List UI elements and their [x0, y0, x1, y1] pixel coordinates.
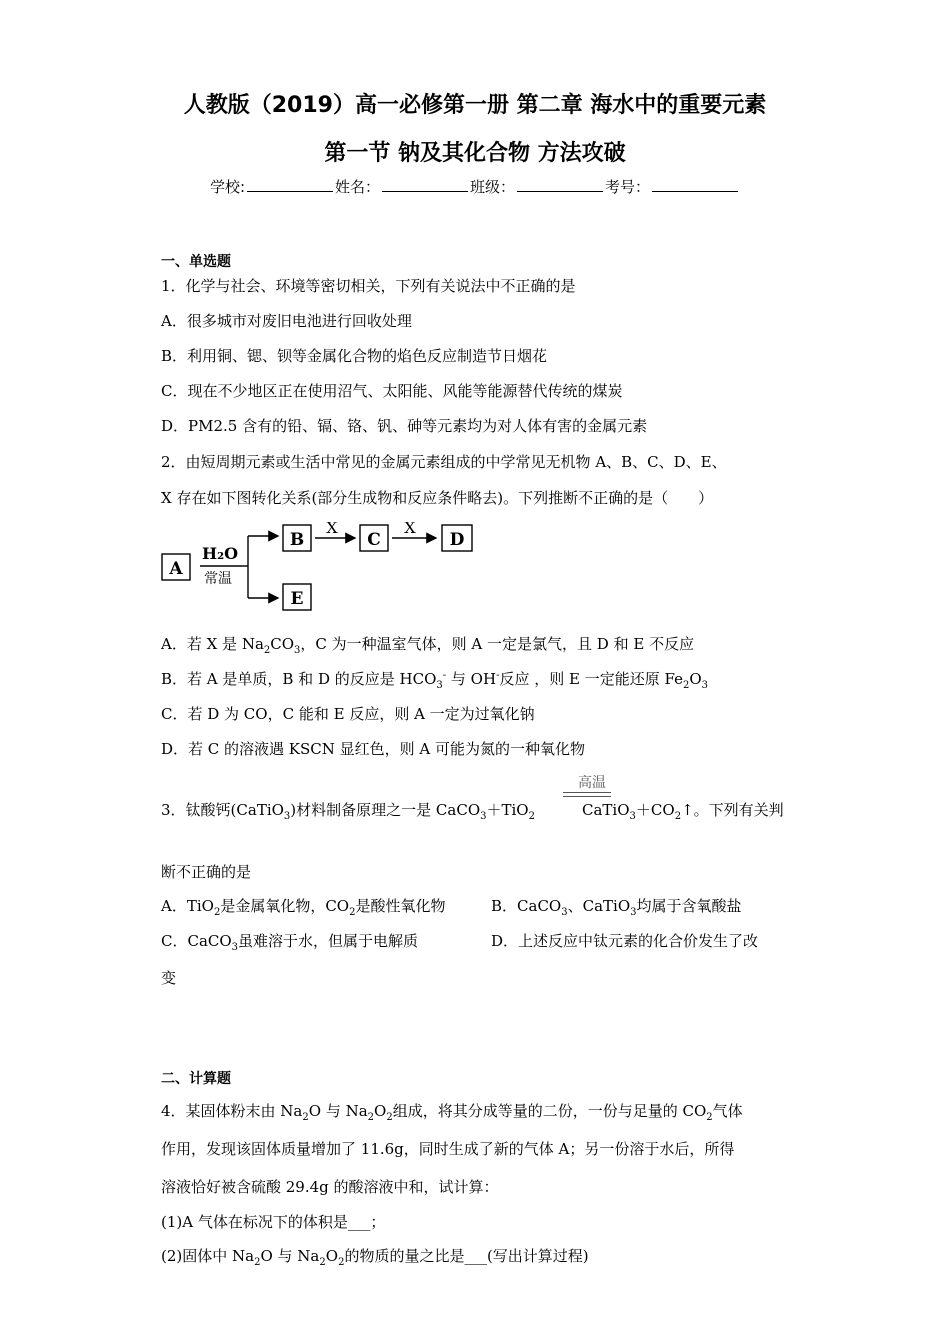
q3-equation-line-bottom — [563, 796, 611, 797]
school-blank[interactable] — [247, 177, 333, 192]
student-info-line — [0, 176, 950, 197]
school-label: 学校: — [209, 178, 245, 196]
name-label: 姓名： — [335, 178, 381, 196]
name-blank[interactable] — [382, 177, 468, 192]
page-title: 人教版（2019）高一必修第一册 第二章 海水中的重要元素 — [183, 93, 767, 118]
class-blank[interactable] — [517, 177, 603, 192]
q2-option-c: C．若 D 为 CO，C 能和 E 反应，则 A 一定为过氧化钠 — [161, 705, 535, 723]
q1-option-c: C．现在不少地区正在使用沼气、太阳能、风能等能源替代传统的煤炭 — [161, 382, 623, 400]
q3-equation-line-top — [563, 792, 611, 793]
condition-label: 常温 — [204, 571, 232, 587]
section-heading-calculation: 二、计算题 — [161, 1071, 231, 1087]
exam-number-label: 考号： — [605, 178, 651, 196]
arrow-label-x1: X — [326, 522, 338, 537]
node-e: E — [290, 589, 304, 609]
node-c: C — [367, 530, 381, 550]
q2-option-a: A．若 X 是 $Na_2CO_3$，C 为一种温室气体，则 A 一定是氯气，且 D 和 E 不反应 — [161, 635, 695, 656]
reagent-label: H₂O — [201, 544, 239, 563]
q1-stem: 1．化学与社会、环境等密切相关，下列有关说法中不正确的是 — [161, 277, 576, 295]
node-b: B — [289, 530, 305, 550]
q4-line3: 溶液恰好被含硫酸 29.4g 的酸溶液中和，试计算： — [161, 1178, 499, 1196]
q1-option-d: D．PM2.5 含有的铅、镉、铬、钒、砷等元素均为对人体有害的金属元素 — [161, 417, 648, 435]
q3-option-b: B．CaCO$_3$、CaTiO$_3$均属于含氧酸盐 — [491, 897, 742, 918]
exam-number-blank[interactable] — [652, 177, 738, 192]
q4-line2: 作用，发现该固体质量增加了 11.6g，同时生成了新的气体 A；另一份溶于水后，所得 — [161, 1140, 735, 1158]
q2-stem-line2: X 存在如下图转化关系(部分生成物和反应条件略去)。下列推断不正确的是（ ） — [161, 489, 714, 507]
q3-reaction-condition: 高温 — [578, 775, 606, 791]
class-label: 班级： — [470, 178, 516, 196]
q4-subquestion-1: (1)A 气体在标况下的体积是___； — [161, 1213, 386, 1231]
q3-option-d: D．上述反应中钛元素的化合价发生了改 — [491, 932, 759, 950]
q1-option-a: A．很多城市对废旧电池进行回收处理 — [161, 312, 412, 330]
q3-option-d-continued: 变 — [161, 969, 177, 987]
page-subtitle: 第一节 钠及其化合物 方法攻破 — [324, 141, 626, 166]
q3-option-a: A．TiO$_2$是金属氧化物，$CO_2$是酸性氧化物 — [161, 897, 446, 918]
q1-option-b: B．利用铜、锶、钡等金属化合物的焰色反应制造节日烟花 — [161, 347, 548, 365]
q2-option-b: B．若 A 是单质，B 和 D 的反应是 $HCO_3^-$ 与 OH-反应 ，则 E 一定能还原 $Fe_2O_3$ — [161, 670, 709, 691]
q4-line1: 4．某固体粉末由 $Na_2O$ 与 $Na_2O_2$组成，将其分成等量的二份，一份与足量的 $CO_2$气体 — [161, 1102, 743, 1123]
q3-stem-line2: 断不正确的是 — [161, 863, 252, 881]
arrow-label-x2: X — [404, 522, 416, 537]
q2-stem-line1: 2．由短周期元素或生活中常见的金属元素组成的中学常见无机物 A、B、C、D、E、 — [161, 453, 727, 471]
section-heading-single-choice: 一、单选题 — [161, 254, 231, 270]
q3-stem-part1: 3．钛酸钙(CaTiO$_3$)材料制备原理之一是 CaCO$_3$＋TiO$_2$ — [161, 801, 535, 822]
q3-option-c: C．CaCO$_3$虽难溶于水，但属于电解质 — [161, 932, 419, 953]
node-a: A — [169, 559, 183, 579]
q2-transformation-diagram — [160, 522, 490, 614]
q4-subquestion-2: (2)固体中 $Na_2O$ 与 $Na_2O_2$的物质的量之比是___(写出计算过程) — [161, 1247, 589, 1268]
node-d: D — [449, 530, 465, 550]
q3-stem-part2: $CaTiO_3+CO_2↑$。下列有关判 — [582, 801, 784, 822]
q2-option-d: D．若 C 的溶液遇 KSCN 显红色，则 A 可能为氮的一种氧化物 — [161, 740, 586, 758]
